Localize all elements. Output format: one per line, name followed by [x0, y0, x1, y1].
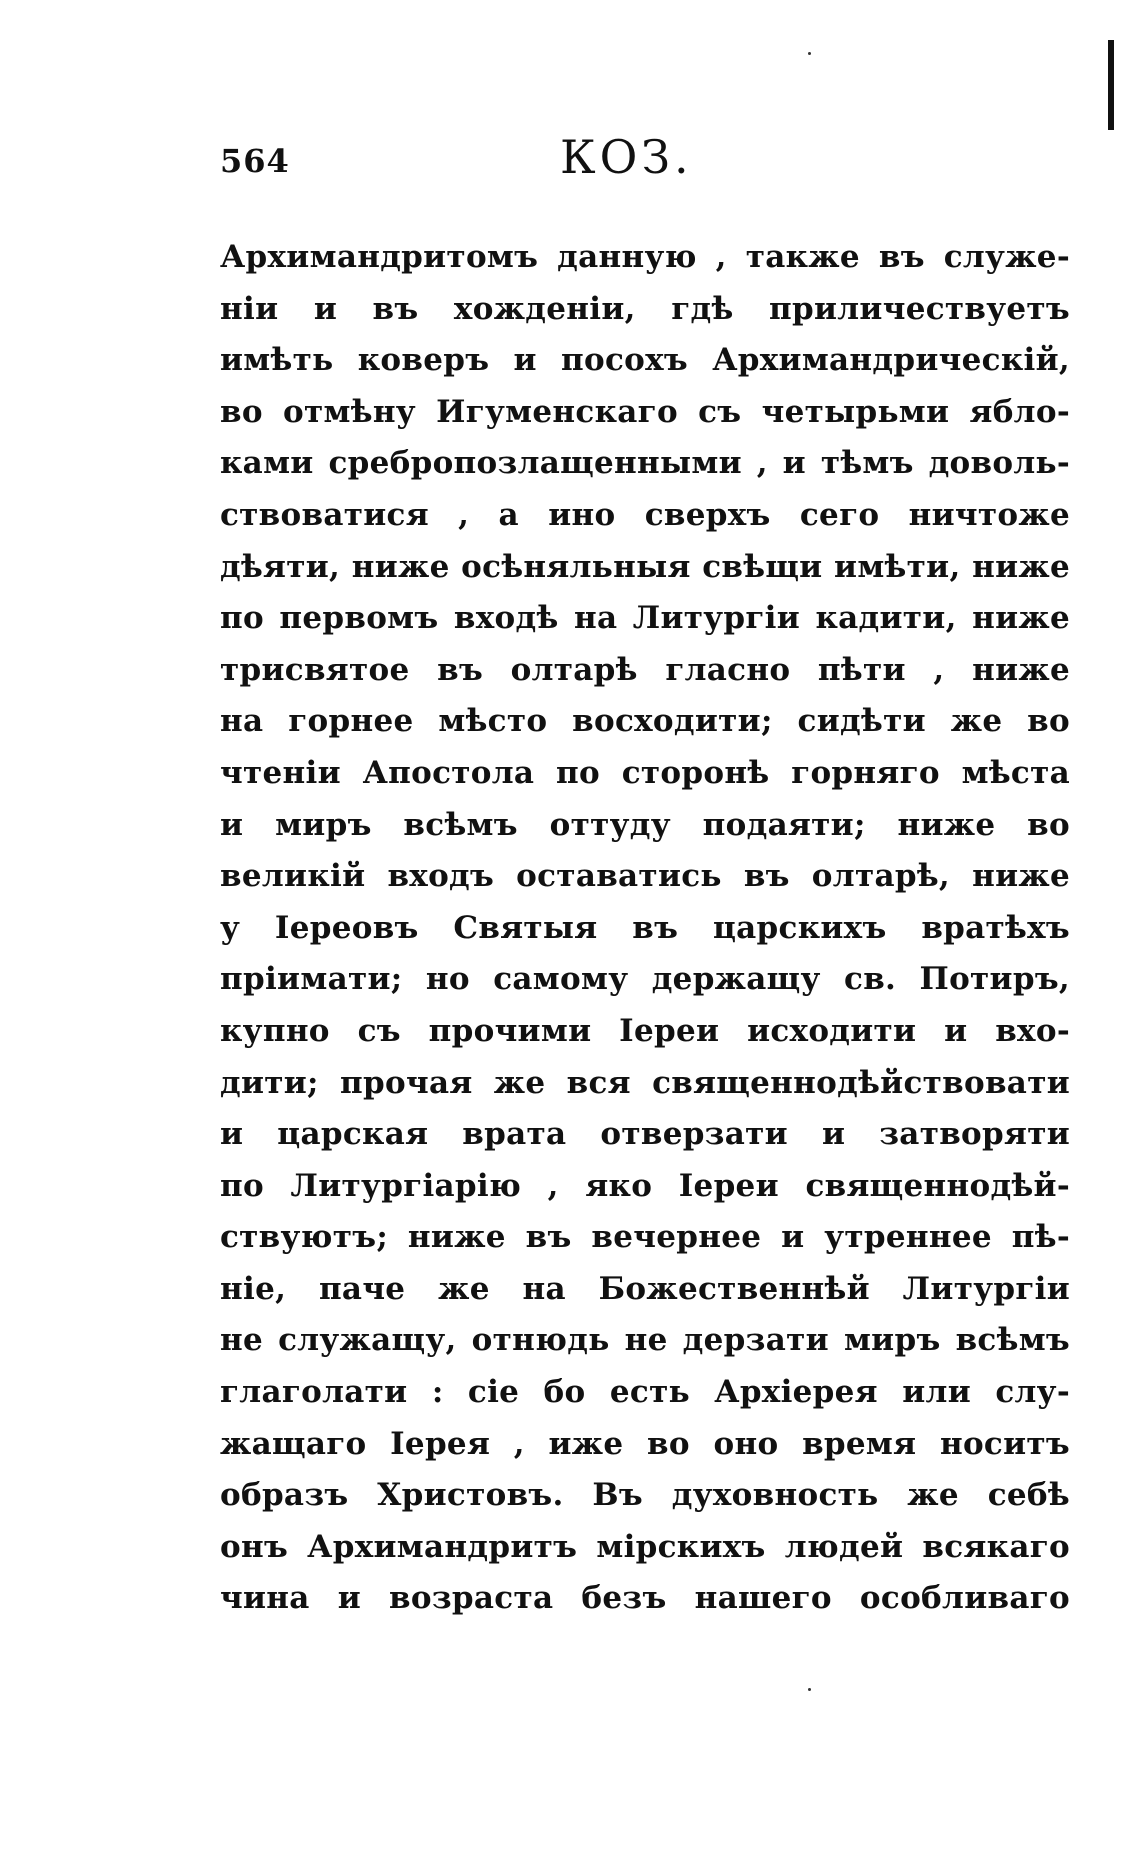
- text-line: чтеніи Апостола по сторонѣ горняго мѣста: [220, 754, 1070, 791]
- text-line: по Литургіарію , яко Іереи священнодѣй-: [220, 1167, 1070, 1204]
- text-line: и миръ всѣмъ оттуду подаяти; ниже во: [220, 806, 1070, 843]
- text-line: глаголати : сіе бо есть Архіерея или слу-: [220, 1374, 1070, 1411]
- text-line: у Іереовъ Святыя въ царскихъ вратѣхъ: [220, 909, 1070, 946]
- text-line: жащаго Іерея , иже во оно время носитъ: [220, 1425, 1070, 1462]
- text-line: на горнее мѣсто восходити; сидѣти же во: [220, 703, 1070, 740]
- text-line: по первомъ входѣ на Литургіи кадити, ниже: [220, 600, 1070, 637]
- text-line: пріимати; но самому держащу св. Потиръ,: [220, 961, 1070, 998]
- text-line: купно съ прочими Іереи исходити и вхо-: [220, 1012, 1070, 1049]
- running-head: КОЗ.: [560, 130, 693, 184]
- text-line: ками сребропозлащенными , и тѣмъ доволь-: [220, 445, 1070, 482]
- body-text: [220, 232, 1070, 1625]
- text-line: ствоватися , а ино сверхъ сего ничтоже: [220, 496, 1070, 533]
- text-line: дѣяти, ниже осѣняльныя свѣщи имѣти, ниже: [220, 548, 1070, 585]
- text-line: онъ Архимандритъ мірскихъ людей всякаго: [220, 1528, 1070, 1565]
- text-line: не служащу, отнюдь не дерзати миръ всѣмъ: [220, 1322, 1070, 1359]
- scan-speck: [808, 1688, 811, 1691]
- text-line: во отмѣну Игуменскаго съ четырьми ябло-: [220, 393, 1070, 430]
- text-line: ствуютъ; ниже въ вечернее и утреннее пѣ-: [220, 1219, 1070, 1256]
- text-line: чина и возраста безъ нашего особливаго: [220, 1580, 1070, 1617]
- page-header: [220, 130, 1100, 190]
- text-line: Архимандритомъ данную , также въ служе-: [220, 239, 1070, 275]
- text-line: ніе, паче же на Божественнѣй Литургіи: [220, 1270, 1070, 1307]
- text-line: трисвятое въ олтарѣ гласно пѣти , ниже: [220, 651, 1070, 688]
- text-line: и царская врата отверзати и затворяти: [220, 1116, 1070, 1153]
- text-line: ніи и въ хожденіи, гдѣ приличествуетъ: [220, 290, 1070, 327]
- text-line: дити; прочая же вся священнодѣйствовати: [220, 1064, 1070, 1101]
- scan-edge-mark: [1108, 40, 1114, 130]
- page-number: 564: [220, 142, 290, 180]
- text-line: имѣть коверъ и посохъ Архимандрическій,: [220, 342, 1070, 379]
- scan-speck: [808, 52, 811, 55]
- text-line: великій входъ оставатись въ олтарѣ, ниже: [220, 858, 1070, 895]
- text-line: образъ Христовъ. Въ духовность же себѣ: [220, 1477, 1070, 1514]
